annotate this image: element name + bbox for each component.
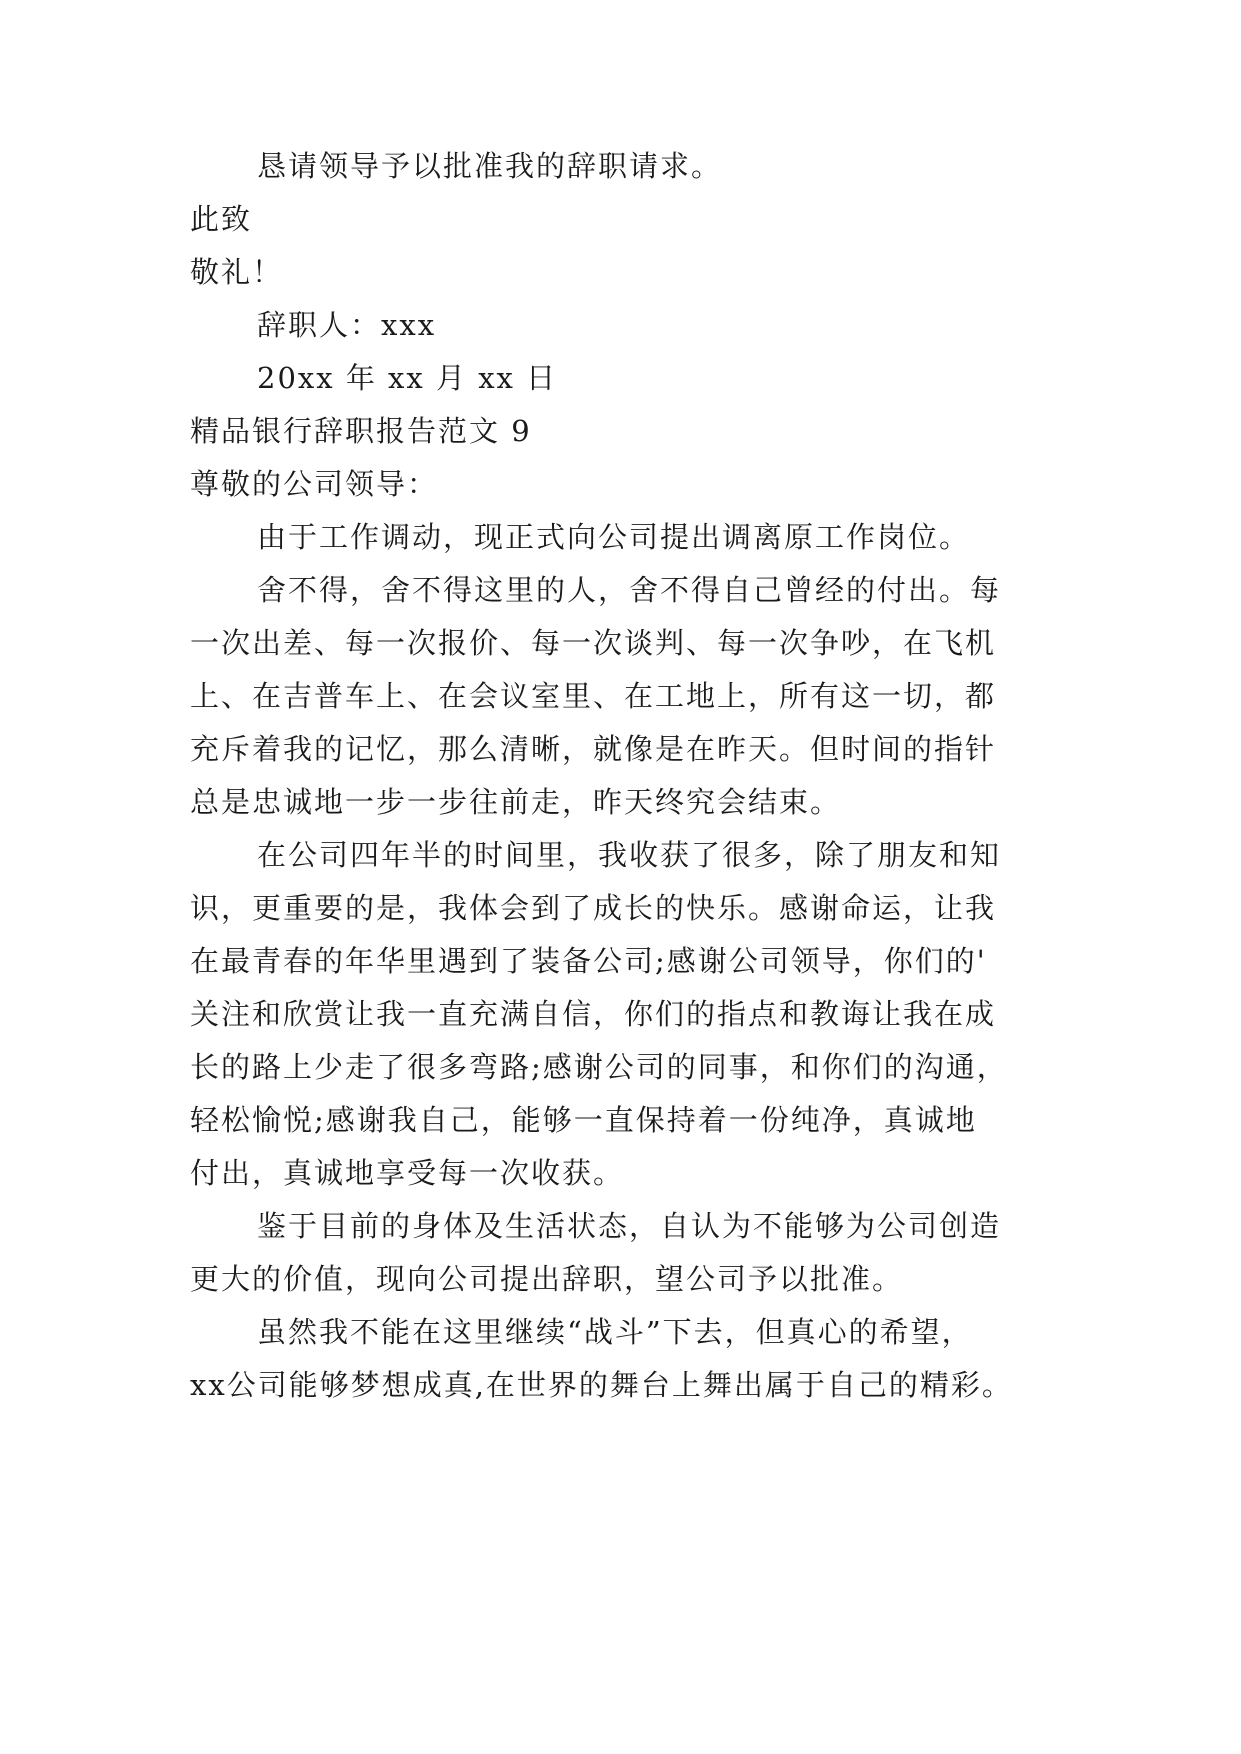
body-line: 轻松愉悦;感谢我自己，能够一直保持着一份纯净，真诚地 xyxy=(190,1103,977,1137)
body-line: 由于工作调动，现正式向公司提出调离原工作岗位。 xyxy=(257,520,971,554)
body-line: 上、在吉普车上、在会议室里、在工地上，所有这一切，都 xyxy=(190,679,997,713)
body-line: 舍不得，舍不得这里的人，舍不得自己曾经的付出。每 xyxy=(257,573,1002,607)
section-title: 精品银行辞职报告范文 9 xyxy=(190,414,532,448)
body-line: 虽然我不能在这里继续“战斗”下去，但真心的希望， xyxy=(257,1315,973,1349)
signer-line: 辞职人：xxx xyxy=(257,308,437,342)
salutation-line-1: 此致 xyxy=(190,202,253,236)
body-line: 付出，真诚地享受每一次收获。 xyxy=(190,1156,625,1190)
body-line: 在最青春的年华里遇到了装备公司;感谢公司领导，你们的' xyxy=(190,944,987,978)
body-line: xx公司能够梦想成真,在世界的舞台上舞出属于自己的精彩。 xyxy=(190,1368,1013,1402)
salutation-line-2: 敬礼！ xyxy=(190,255,284,289)
body-line: 关注和欣赏让我一直充满自信，你们的指点和教诲让我在成 xyxy=(190,997,997,1031)
body-line: 总是忠诚地一步一步往前走，昨天终究会结束。 xyxy=(190,785,842,819)
greeting-line: 尊敬的公司领导： xyxy=(190,467,439,501)
body-line: 鉴于目前的身体及生活状态，自认为不能够为公司创造 xyxy=(257,1209,1002,1243)
request-line: 恳请领导予以批准我的辞职请求。 xyxy=(257,149,723,183)
body-line: 在公司四年半的时间里，我收获了很多，除了朋友和知 xyxy=(257,838,1002,872)
body-line: 长的路上少走了很多弯路;感谢公司的同事，和你们的沟通， xyxy=(190,1050,1008,1084)
body-line: 识，更重要的是，我体会到了成长的快乐。感谢命运，让我 xyxy=(190,891,997,925)
body-line: 一次出差、每一次报价、每一次谈判、每一次争吵，在飞机 xyxy=(190,626,997,660)
body-line: 充斥着我的记忆，那么清晰，就像是在昨天。但时间的指针 xyxy=(190,732,997,766)
date-line: 20xx 年 xx 月 xx 日 xyxy=(257,361,558,395)
body-line: 更大的价值，现向公司提出辞职，望公司予以批准。 xyxy=(190,1262,904,1296)
